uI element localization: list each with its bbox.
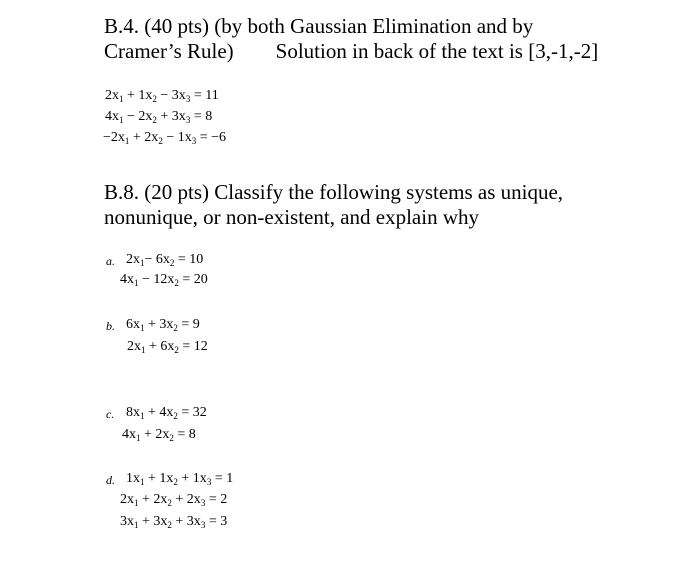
part-b-equation-2: $2x_1 + 6x_2 = 12$ (127, 339, 208, 355)
part-b-equation-1: $6x_1 + 3x_2 = 9$ (126, 317, 200, 333)
b4-equation-2: $4x_1 - 2x_2 + 3x_3 = 8$ (105, 109, 213, 125)
part-c-equation-1: $8x_1 + 4x_2 = 32$ (126, 405, 207, 421)
part-d-equation-2: $2x_1 + 2x_2 + 2x_3 = 2$ (120, 492, 228, 508)
b8-heading-line1: B.8. (20 pts) Classify the following systems as unique, (104, 180, 564, 204)
b4-heading-line2 (104, 39, 598, 63)
part-c-equation-2: $4x_1 + 2x_2 = 8$ (122, 427, 196, 443)
b4-heading-line1: B.4. (40 pts) (by both Gaussian Elimination and by (104, 14, 534, 38)
part-c-label: c. (106, 407, 115, 421)
b8-heading-line2: nonunique, or non-existent, and explain why (104, 205, 480, 229)
b4-heading-method: Cramer’s Rule) (104, 39, 234, 63)
b4-equation-1: $2x_1 + 1x_2 - 3x_3 = 11$ (105, 88, 219, 104)
part-d-equation-1: $1x_1 + 1x_2 + 1x_3 = 1$ (126, 471, 234, 487)
part-a-label: a. (106, 254, 115, 268)
part-a-equation-1: $2x_1- 6x_2 = 10$ (126, 252, 204, 268)
part-a-equation-2: $4x_1 - 12x_2 = 20$ (120, 272, 208, 288)
part-b-label: b. (106, 319, 115, 333)
b4-solution-note: Solution in back of the text is [3,-1,-2] (275, 39, 599, 63)
part-d-label: d. (106, 473, 115, 487)
b4-equation-3: $-2x_1 + 2x_2 - 1x_3 = -6$ (103, 130, 227, 146)
part-d-equation-3: $3x_1 + 3x_2 + 3x_3 = 3$ (120, 514, 228, 530)
